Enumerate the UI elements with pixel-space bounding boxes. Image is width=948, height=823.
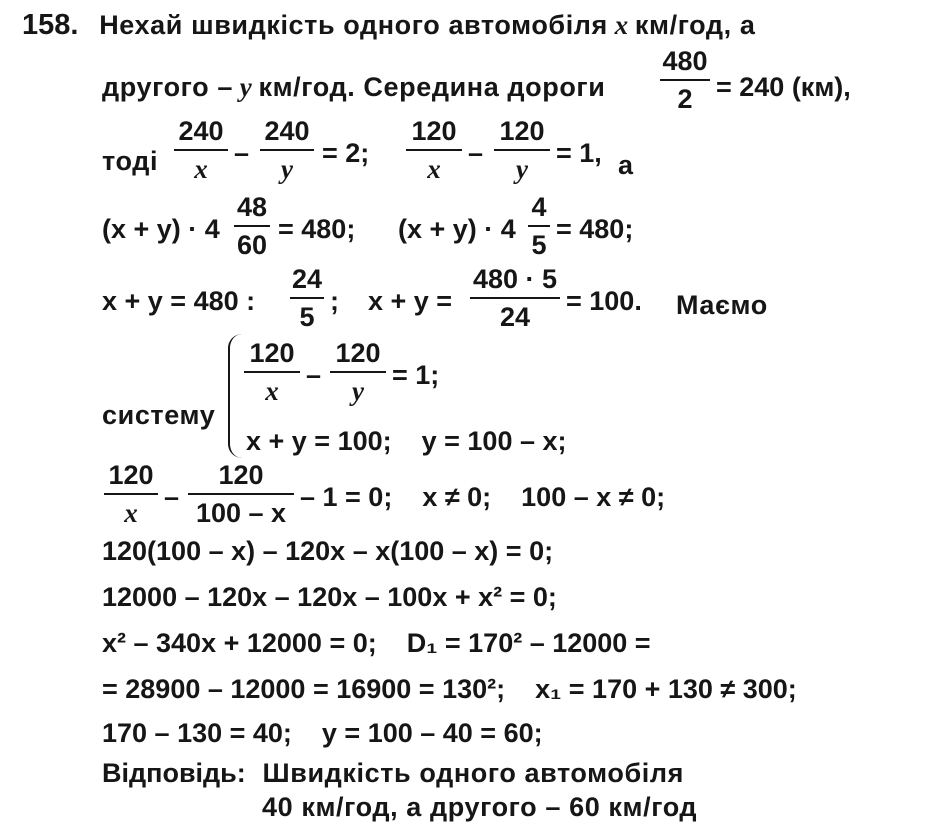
- denominator: y: [516, 154, 528, 184]
- fraction: [330, 338, 386, 406]
- denominator: y: [281, 154, 293, 184]
- expression: = 480;: [556, 214, 634, 244]
- answer-label: Відповідь:: [102, 758, 246, 788]
- expression: = 1,: [556, 138, 602, 168]
- fraction-bar: [290, 297, 324, 299]
- fraction-bar: [528, 225, 550, 227]
- fraction: [174, 116, 228, 184]
- numerator: 240: [178, 116, 224, 146]
- fraction-bar: [104, 493, 158, 495]
- fraction-bar: [406, 149, 462, 151]
- expression: ;: [330, 286, 339, 316]
- expression: = 100.: [566, 286, 642, 316]
- equation-line: 12000 – 120x – 120x – 100x + x² = 0;: [102, 582, 557, 612]
- denominator: x: [265, 376, 279, 406]
- equation-line: = 28900 – 12000 = 16900 = 130²; x₁ = 170 + 130 ≠ 300;: [102, 674, 797, 704]
- denominator: x: [427, 154, 441, 184]
- answer-text: Швидкість одного автомобіля: [262, 758, 684, 788]
- fraction: [260, 116, 314, 184]
- fraction: [104, 460, 158, 528]
- problem-line-1: [22, 10, 755, 40]
- fraction: [494, 116, 550, 184]
- answer-line-2: [262, 792, 697, 822]
- answer-text: 40 км/год, а другого – 60 км/год: [262, 792, 698, 822]
- fraction-bar: [234, 225, 270, 227]
- numerator: 480: [662, 46, 708, 76]
- numerator: 120: [108, 460, 154, 490]
- fraction-bar: [188, 493, 294, 495]
- expression: (x + y) · 4: [398, 214, 516, 244]
- word-maiemo: Маємо: [676, 290, 768, 320]
- numerator: 240: [264, 116, 310, 146]
- numerator: 4: [531, 192, 547, 222]
- numerator: 120: [499, 116, 545, 146]
- denominator: 60: [236, 230, 268, 260]
- numerator: 120: [218, 460, 264, 490]
- fraction: [234, 192, 270, 260]
- word-a: а: [618, 150, 634, 180]
- denominator: x: [124, 498, 138, 528]
- expression: [102, 214, 220, 245]
- expression: = 480;: [278, 214, 356, 244]
- fraction: [290, 264, 324, 332]
- expression: = 1;: [392, 360, 440, 390]
- fraction-bar: [660, 79, 710, 81]
- var-x: x: [614, 10, 629, 40]
- problem-text: км/год. Середина дороги: [258, 72, 606, 102]
- fraction: [528, 192, 550, 260]
- expression: = 240 (км),: [716, 72, 851, 102]
- word-todi: тоді: [102, 146, 159, 176]
- equation-line: x² – 340x + 12000 = 0; D₁ = 170² – 12000 =: [102, 628, 651, 658]
- equation-line: 170 – 130 = 40; y = 100 – 40 = 60;: [102, 718, 543, 748]
- expression: – 1 = 0; x ≠ 0; 100 – x ≠ 0;: [300, 482, 666, 512]
- numerator: 480 · 5: [472, 264, 558, 294]
- var-y: y: [239, 72, 252, 102]
- denominator: 2: [677, 84, 693, 114]
- fraction: [660, 46, 710, 114]
- denominator: y: [352, 376, 364, 406]
- fraction: [470, 264, 560, 332]
- expression: x + y =: [368, 286, 453, 316]
- expression: = 2;: [322, 138, 370, 168]
- numerator: 120: [249, 338, 295, 368]
- expression-part: (x + y) · 4: [102, 214, 220, 244]
- fraction-bar: [244, 371, 300, 373]
- problem-text: Нехай швидкість одного автомобіля: [99, 10, 608, 40]
- minus-sign: –: [306, 360, 322, 390]
- answer-line-1: [102, 758, 684, 788]
- problem-text: другого –: [102, 72, 233, 102]
- equation-line: 120(100 – x) – 120x – x(100 – x) = 0;: [102, 536, 554, 566]
- fraction-bar: [260, 149, 314, 151]
- system-row-2: x + y = 100; y = 100 – x;: [246, 426, 567, 456]
- minus-sign: –: [234, 138, 250, 168]
- fraction: [188, 460, 294, 528]
- fraction-bar: [470, 297, 560, 299]
- denominator: 24: [499, 302, 531, 332]
- fraction: [244, 338, 300, 406]
- denominator: 5: [531, 230, 547, 260]
- minus-sign: –: [164, 482, 180, 512]
- minus-sign: –: [468, 138, 484, 168]
- denominator: 5: [299, 302, 315, 332]
- fraction: [406, 116, 462, 184]
- denominator: x: [194, 154, 208, 184]
- word-systemu: систему: [102, 400, 216, 430]
- numerator: 120: [411, 116, 457, 146]
- numerator: 120: [335, 338, 381, 368]
- problem-number: 158.: [22, 9, 79, 41]
- fraction-bar: [494, 149, 550, 151]
- denominator: 100 – x: [195, 498, 287, 528]
- fraction-bar: [174, 149, 228, 151]
- problem-line-2: [102, 72, 605, 102]
- fraction-bar: [330, 371, 386, 373]
- expression: x + y = 480 :: [102, 286, 256, 316]
- numerator: 24: [291, 264, 323, 294]
- problem-text: км/год, а: [634, 10, 756, 40]
- numerator: 48: [236, 192, 268, 222]
